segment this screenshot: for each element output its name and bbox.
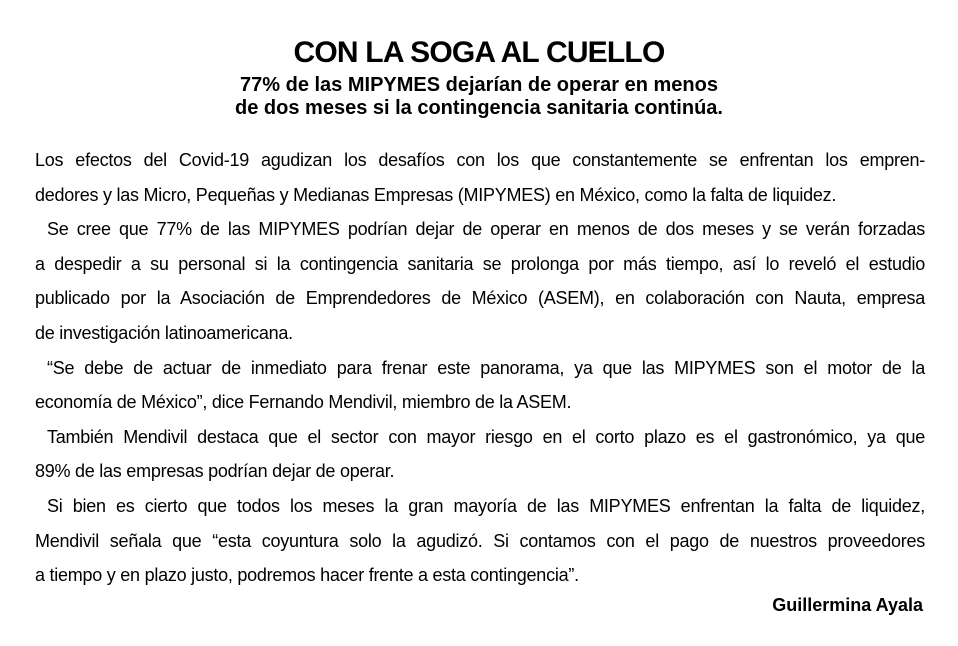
article-body xyxy=(35,143,925,593)
article-subheadline xyxy=(0,74,958,120)
body-line: Los efectos del Covid-19 agudizan los desafíos con los que constantemente se enfrentan los empren- xyxy=(35,150,925,170)
body-line: de investigación latinoamericana. xyxy=(35,322,293,343)
article-headline: CON LA SOGA AL CUELLO xyxy=(293,36,665,69)
body-line: publicado por la Asociación de Emprendedores de México (ASEM), en colaboración con Nauta, empresa xyxy=(35,288,925,309)
body-line: También Mendivil destaca que el sector con mayor riesgo en el corto plazo es el gastronómico, ya que xyxy=(47,426,925,447)
body-line: “Se debe de actuar de inmediato para frenar este panorama, ya que las MIPYMES son el motor de la xyxy=(47,357,925,378)
body-line: Si bien es cierto que todos los meses la gran mayoría de las MIPYMES enfrentan la falta de liquidez, xyxy=(47,495,925,516)
subheadline-line-2: de dos meses si la contingencia sanitaria continúa. xyxy=(235,97,723,119)
body-line: Se cree que 77% de las MIPYMES podrían dejar de operar en menos de dos meses y se verán forzadas xyxy=(47,219,925,240)
subheadline-line-1: 77% de las MIPYMES dejarían de operar en menos xyxy=(240,74,718,96)
body-line: Mendivil señala que “esta coyuntura solo la agudizó. Si contamos con el pago de nuestros proveedores xyxy=(35,530,925,551)
body-line: a tiempo y en plazo justo, podremos hacer frente a esta contingencia”. xyxy=(35,565,579,586)
body-line: economía de México”, dice Fernando Mendivil, miembro de la ASEM. xyxy=(35,392,572,413)
body-line: a despedir a su personal si la contingencia sanitaria se prolonga por más tiempo, así lo reveló el estudio xyxy=(35,253,925,274)
body-line: 89% de las empresas podrían dejar de operar. xyxy=(35,461,395,482)
body-line: dedores y las Micro, Pequeñas y Medianas Empresas (MIPYMES) en México, como la falta de liquidez. xyxy=(35,184,837,205)
article-author: Guillermina Ayala xyxy=(772,595,923,615)
